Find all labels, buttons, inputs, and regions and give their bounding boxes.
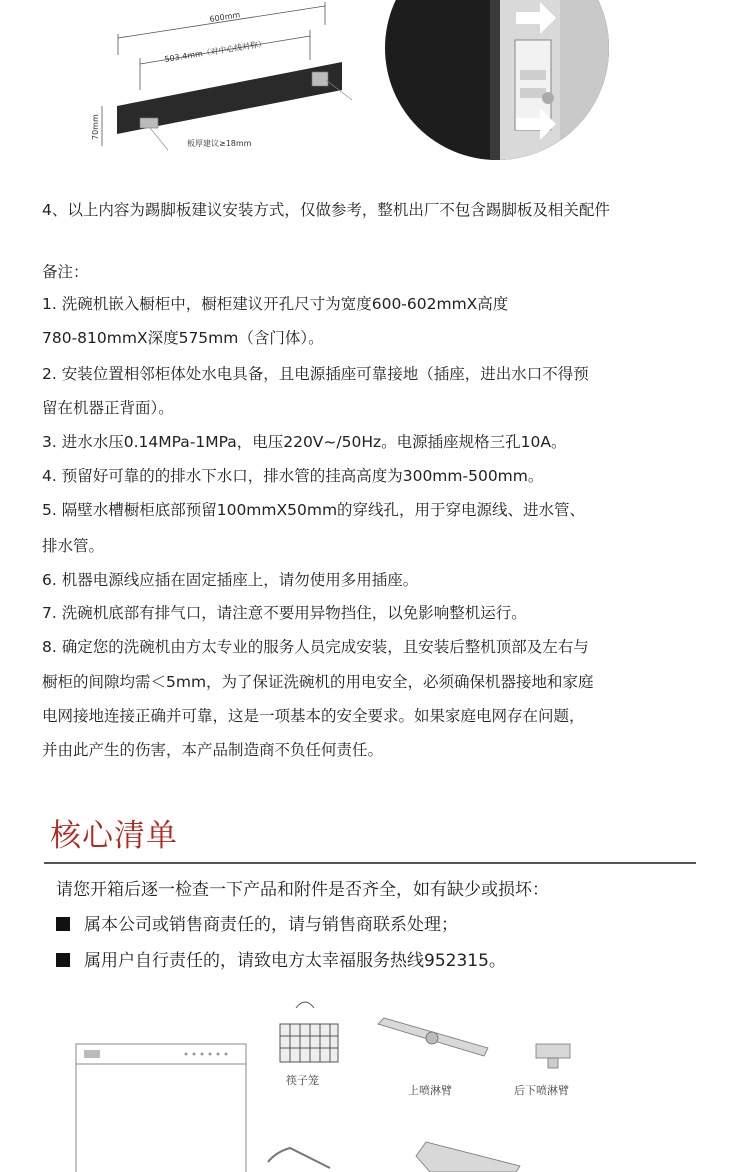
board-thickness-label: 板厚建议≥18mm (187, 139, 252, 148)
remark-line: 3. 进水水压0.14MPa-1MPa，电压220V~/50Hz。电源插座规格三孔10A。 (42, 433, 567, 451)
spray-arm-partial-illustration (416, 1142, 520, 1172)
square-bullet-icon (56, 917, 70, 931)
remark-line: 橱柜的间隙均需＜5mm，为了保证洗碗机的用电安全，必须确保机器接地和家庭 (42, 673, 594, 691)
checklist-bullet-text: 属本公司或销售商责任的，请与销售商联系处理； (84, 915, 458, 935)
width-dimension-label: 600mm (208, 10, 241, 24)
checklist-bullet-text: 属用户自行责任的，请致电方太幸福服务热线952315。 (84, 951, 506, 971)
remark-line: 1. 洗碗机嵌入橱柜中，橱柜建议开孔尺寸为宽度600-602mmX高度 (42, 295, 509, 313)
kickboard-installation-diagram (0, 0, 750, 175)
checklist-bullet (56, 950, 506, 972)
remark-line: 780-810mmX深度575mm（含门体）。 (42, 329, 324, 347)
remark-line: 排水管。 (42, 537, 105, 555)
note-4-text: 4、以上内容为踢脚板建议安装方式，仅做参考，整机出厂不包含踢脚板及相关配件 (42, 201, 610, 219)
magnified-detail-circle (380, 0, 620, 170)
height-dimension-label: 70mm (91, 114, 100, 140)
remark-line: 留在机器正背面）。 (42, 399, 174, 417)
cutlery-basket-label: 筷子笼 (286, 1074, 319, 1087)
cutlery-basket-illustration (280, 1002, 338, 1062)
remark-line: 2. 安装位置相邻柜体处水电具备，且电源插座可靠接地（插座，进出水口不得预 (42, 365, 589, 383)
lower-spray-arm-label: 后下喷淋臂 (514, 1084, 569, 1097)
checklist-bullet (56, 914, 458, 936)
checklist-section-title: 核心清单 (50, 818, 178, 854)
remark-line: 7. 洗碗机底部有排气口，请注意不要用异物挡住，以免影响整机运行。 (42, 604, 527, 622)
center-dimension-label: 503.4mm（对中心线对称） (163, 39, 267, 64)
remark-line: 并由此产生的伤害，本产品制造商不负任何责任。 (42, 741, 384, 759)
checklist-intro: 请您开箱后逐一检查一下产品和附件是否齐全，如有缺少或损坏： (56, 880, 549, 900)
square-bullet-icon (56, 953, 70, 967)
remarks-heading: 备注： (42, 263, 89, 281)
section-divider (44, 862, 696, 864)
accessories-illustration (0, 990, 750, 1172)
remark-line: 电网接地连接正确并可靠，这是一项基本的安全要求。如果家庭电网存在问题， (42, 707, 585, 725)
dishwasher-illustration (76, 1044, 246, 1172)
upper-spray-arm-label: 上喷淋臂 (408, 1084, 452, 1097)
remark-line: 8. 确定您的洗碗机由方太专业的服务人员完成安装，且安装后整机顶部及左右与 (42, 638, 589, 656)
upper-spray-arm-illustration (378, 1018, 488, 1056)
remark-line: 6. 机器电源线应插在固定插座上，请勿使用多用插座。 (42, 571, 419, 589)
lower-spray-arm-illustration (536, 1044, 570, 1068)
hose-illustration (268, 1148, 330, 1168)
remark-line: 5. 隔壁水槽橱柜底部预留100mmX50mm的穿线孔，用于穿电源线、进水管、 (42, 501, 586, 519)
remark-line: 4. 预留好可靠的的排水下水口，排水管的挂高高度为300mm-500mm。 (42, 467, 544, 485)
